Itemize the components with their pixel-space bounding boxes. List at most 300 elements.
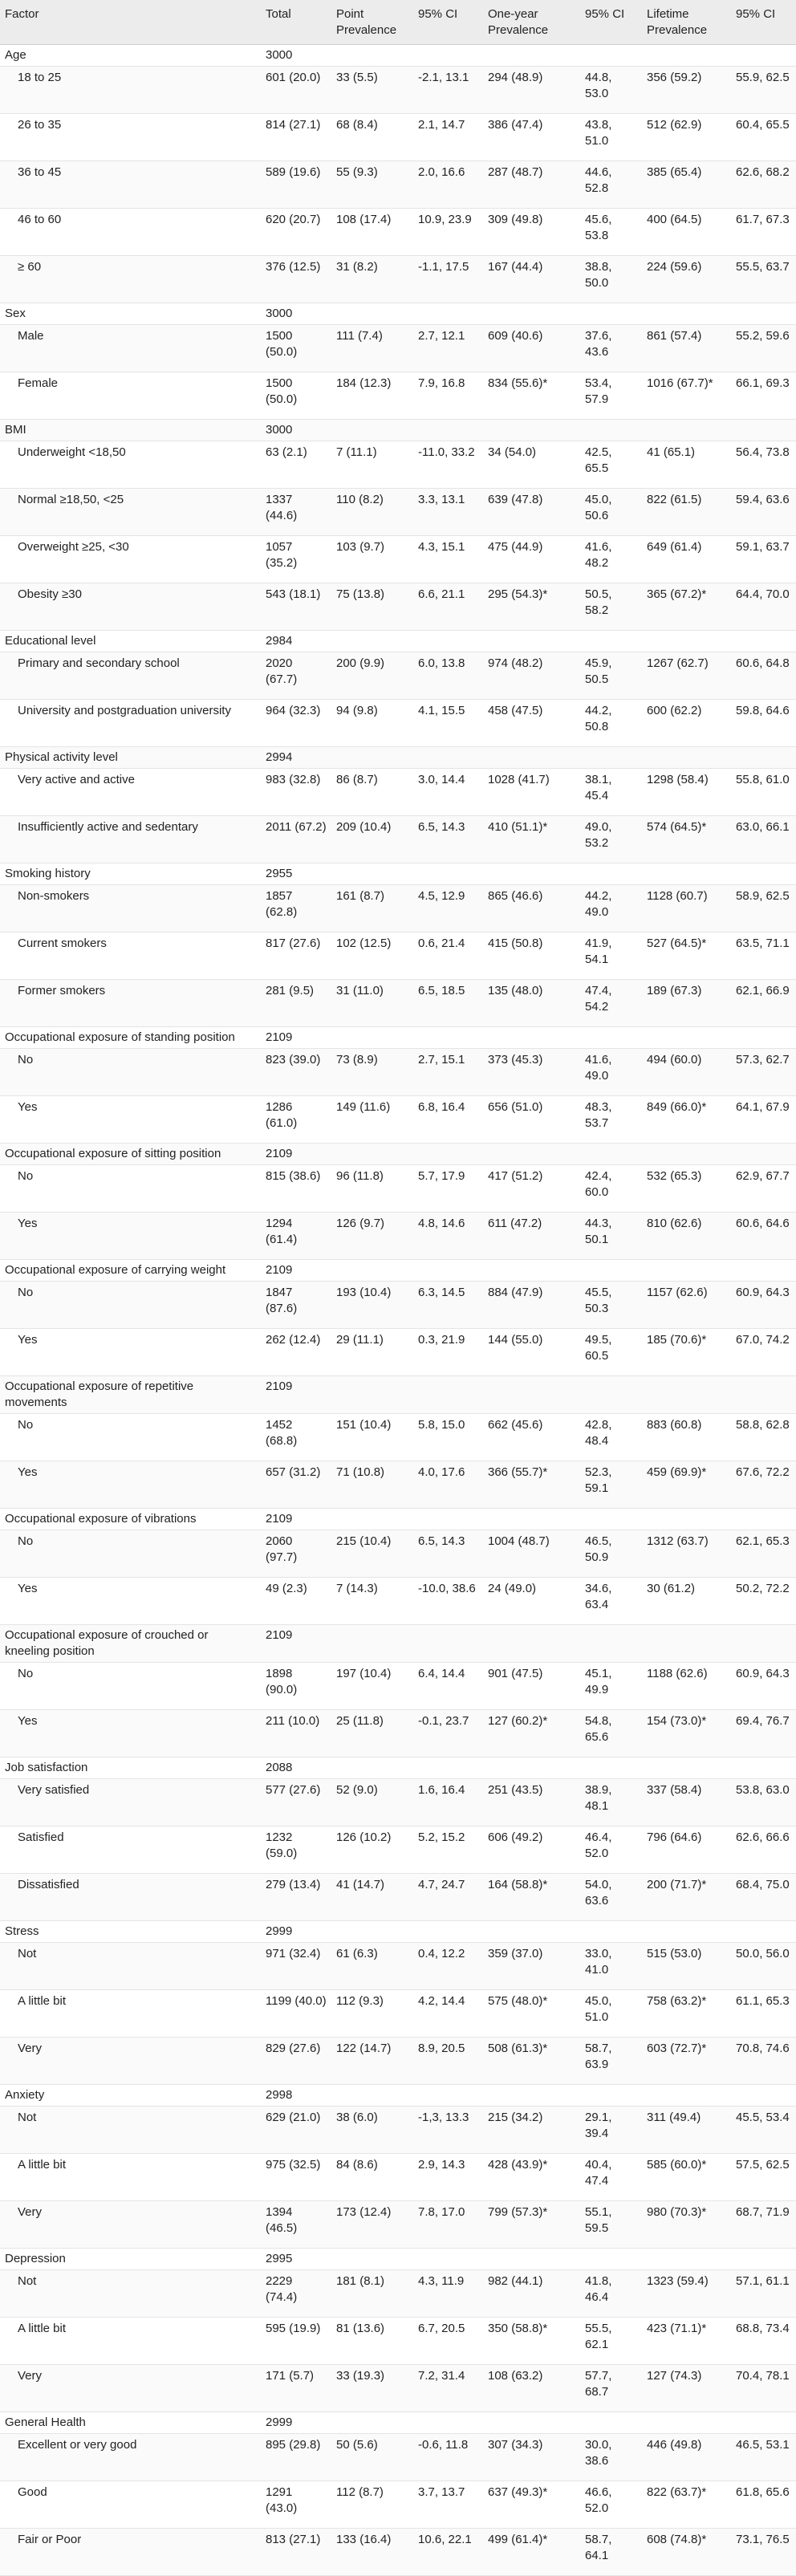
row-point-prevalence: 200 (9.9)	[331, 652, 413, 700]
table-row	[0, 67, 796, 114]
group-empty-cell	[642, 2249, 731, 2270]
row-lifetime-prevalence: 400 (64.5)	[642, 209, 731, 256]
row-ci-point: 5.2, 15.2	[413, 1826, 483, 1874]
row-ci-lifetime: 60.9, 64.3	[731, 1282, 796, 1329]
row-total: 1294 (61.4)	[261, 1213, 331, 1260]
header-point-prevalence: Point Prevalence	[331, 0, 413, 45]
table-row	[0, 1578, 796, 1625]
row-ci-point: -1.1, 17.5	[413, 256, 483, 303]
group-total: 2109	[261, 1260, 331, 1282]
table-row	[0, 1282, 796, 1329]
group-total: 2999	[261, 2412, 331, 2434]
row-ci-lifetime: 62.6, 68.2	[731, 161, 796, 209]
row-factor-label: Excellent or very good	[0, 2434, 261, 2481]
row-ci-lifetime: 55.8, 61.0	[731, 769, 796, 816]
row-factor-label: Good	[0, 2481, 261, 2529]
row-factor-label: Yes	[0, 1461, 261, 1509]
row-point-prevalence: 133 (16.4)	[331, 2529, 413, 2576]
row-one-year-prevalence: 350 (58.8)*	[483, 2318, 580, 2365]
group-header-row	[0, 1757, 796, 1779]
group-empty-cell	[580, 45, 642, 67]
row-ci-point: 2.7, 12.1	[413, 325, 483, 372]
table-row	[0, 209, 796, 256]
row-point-prevalence: 193 (10.4)	[331, 1282, 413, 1329]
row-factor-label: Obesity ≥30	[0, 583, 261, 631]
row-lifetime-prevalence: 224 (59.6)	[642, 256, 731, 303]
group-empty-cell	[413, 1260, 483, 1282]
row-one-year-prevalence: 24 (49.0)	[483, 1578, 580, 1625]
group-empty-cell	[731, 747, 796, 769]
group-empty-cell	[413, 747, 483, 769]
row-ci-lifetime: 55.2, 59.6	[731, 325, 796, 372]
group-empty-cell	[642, 1921, 731, 1943]
row-factor-label: Very	[0, 2365, 261, 2412]
row-ci-lifetime: 45.5, 53.4	[731, 2107, 796, 2154]
row-ci-one-year: 45.0, 51.0	[580, 1990, 642, 2038]
table-body	[0, 45, 796, 2576]
row-ci-point: 3.7, 13.7	[413, 2481, 483, 2529]
row-one-year-prevalence: 417 (51.2)	[483, 1165, 580, 1213]
row-one-year-prevalence: 901 (47.5)	[483, 1663, 580, 1710]
row-ci-one-year: 54.8, 65.6	[580, 1710, 642, 1757]
row-one-year-prevalence: 1004 (48.7)	[483, 1530, 580, 1578]
group-empty-cell	[580, 1376, 642, 1414]
group-empty-cell	[483, 303, 580, 325]
row-one-year-prevalence: 575 (48.0)*	[483, 1990, 580, 2038]
row-total: 543 (18.1)	[261, 583, 331, 631]
row-lifetime-prevalence: 1188 (62.6)	[642, 1663, 731, 1710]
row-ci-lifetime: 70.4, 78.1	[731, 2365, 796, 2412]
table-row	[0, 980, 796, 1027]
group-header-row	[0, 1625, 796, 1663]
table-row	[0, 1096, 796, 1144]
table-row	[0, 114, 796, 161]
table-row	[0, 1049, 796, 1096]
row-factor-label: A little bit	[0, 2154, 261, 2201]
row-factor-label: Very satisfied	[0, 1779, 261, 1826]
group-factor-label: Sex	[0, 303, 261, 325]
group-empty-cell	[483, 1376, 580, 1414]
group-header-row	[0, 1376, 796, 1414]
table-row	[0, 1414, 796, 1461]
row-one-year-prevalence: 834 (55.6)*	[483, 372, 580, 420]
group-empty-cell	[580, 1260, 642, 1282]
row-ci-one-year: 58.7, 64.1	[580, 2529, 642, 2576]
header-ci-lifetime: 95% CI	[731, 0, 796, 45]
row-factor-label: A little bit	[0, 1990, 261, 2038]
table-row	[0, 1874, 796, 1921]
row-factor-label: No	[0, 1530, 261, 1578]
row-ci-point: 6.6, 21.1	[413, 583, 483, 631]
row-lifetime-prevalence: 459 (69.9)*	[642, 1461, 731, 1509]
row-ci-point: -1,3, 13.3	[413, 2107, 483, 2154]
group-empty-cell	[580, 1757, 642, 1779]
row-factor-label: Yes	[0, 1213, 261, 1260]
row-total: 971 (32.4)	[261, 1943, 331, 1990]
table-row	[0, 1461, 796, 1509]
group-empty-cell	[413, 2412, 483, 2434]
row-ci-one-year: 49.0, 53.2	[580, 816, 642, 863]
row-one-year-prevalence: 637 (49.3)*	[483, 2481, 580, 2529]
row-point-prevalence: 126 (10.2)	[331, 1826, 413, 1874]
row-point-prevalence: 52 (9.0)	[331, 1779, 413, 1826]
row-point-prevalence: 161 (8.7)	[331, 885, 413, 932]
row-ci-lifetime: 73.1, 76.5	[731, 2529, 796, 2576]
table-row	[0, 932, 796, 980]
row-ci-point: 4.0, 17.6	[413, 1461, 483, 1509]
table-row	[0, 769, 796, 816]
row-one-year-prevalence: 366 (55.7)*	[483, 1461, 580, 1509]
row-lifetime-prevalence: 494 (60.0)	[642, 1049, 731, 1096]
row-factor-label: No	[0, 1282, 261, 1329]
table-row	[0, 2154, 796, 2201]
group-factor-label: Occupational exposure of repetitive movements	[0, 1376, 261, 1414]
row-ci-one-year: 54.0, 63.6	[580, 1874, 642, 1921]
row-lifetime-prevalence: 980 (70.3)*	[642, 2201, 731, 2249]
row-ci-one-year: 38.1, 45.4	[580, 769, 642, 816]
row-ci-one-year: 43.8, 51.0	[580, 114, 642, 161]
group-empty-cell	[331, 2085, 413, 2107]
row-ci-point: 6.5, 14.3	[413, 816, 483, 863]
row-ci-point: 5.8, 15.0	[413, 1414, 483, 1461]
group-empty-cell	[483, 45, 580, 67]
row-ci-point: 4.3, 11.9	[413, 2270, 483, 2318]
row-one-year-prevalence: 662 (45.6)	[483, 1414, 580, 1461]
row-total: 1452 (68.8)	[261, 1414, 331, 1461]
row-total: 1337 (44.6)	[261, 489, 331, 536]
group-empty-cell	[642, 420, 731, 441]
row-point-prevalence: 73 (8.9)	[331, 1049, 413, 1096]
row-total: 63 (2.1)	[261, 441, 331, 489]
row-ci-point: -0.6, 11.8	[413, 2434, 483, 2481]
row-one-year-prevalence: 508 (61.3)*	[483, 2038, 580, 2085]
row-ci-point: 0.4, 12.2	[413, 1943, 483, 1990]
table-row	[0, 161, 796, 209]
table-row	[0, 536, 796, 583]
table-row	[0, 583, 796, 631]
table-row	[0, 2481, 796, 2529]
row-ci-point: 5.7, 17.9	[413, 1165, 483, 1213]
row-ci-point: 6.4, 14.4	[413, 1663, 483, 1710]
row-ci-lifetime: 58.9, 62.5	[731, 885, 796, 932]
group-factor-label: General Health	[0, 2412, 261, 2434]
row-lifetime-prevalence: 1128 (60.7)	[642, 885, 731, 932]
row-ci-one-year: 45.9, 50.5	[580, 652, 642, 700]
row-point-prevalence: 84 (8.6)	[331, 2154, 413, 2201]
row-point-prevalence: 86 (8.7)	[331, 769, 413, 816]
row-ci-lifetime: 46.5, 53.1	[731, 2434, 796, 2481]
row-factor-label: No	[0, 1165, 261, 1213]
row-ci-point: 4.5, 12.9	[413, 885, 483, 932]
row-factor-label: Yes	[0, 1710, 261, 1757]
row-one-year-prevalence: 127 (60.2)*	[483, 1710, 580, 1757]
row-ci-point: 7.2, 31.4	[413, 2365, 483, 2412]
group-total: 2994	[261, 747, 331, 769]
table-row	[0, 1779, 796, 1826]
group-empty-cell	[413, 863, 483, 885]
row-total: 262 (12.4)	[261, 1329, 331, 1376]
row-total: 964 (32.3)	[261, 700, 331, 747]
row-one-year-prevalence: 799 (57.3)*	[483, 2201, 580, 2249]
row-factor-label: Yes	[0, 1096, 261, 1144]
header-one-year-prevalence: One-year Prevalence	[483, 0, 580, 45]
group-header-row	[0, 2412, 796, 2434]
group-header-row	[0, 303, 796, 325]
group-empty-cell	[413, 1509, 483, 1530]
row-total: 595 (19.9)	[261, 2318, 331, 2365]
group-empty-cell	[580, 420, 642, 441]
row-point-prevalence: 7 (11.1)	[331, 441, 413, 489]
group-empty-cell	[731, 1757, 796, 1779]
row-ci-point: 2.7, 15.1	[413, 1049, 483, 1096]
group-empty-cell	[731, 45, 796, 67]
row-one-year-prevalence: 386 (47.4)	[483, 114, 580, 161]
row-point-prevalence: 41 (14.7)	[331, 1874, 413, 1921]
row-point-prevalence: 94 (9.8)	[331, 700, 413, 747]
row-lifetime-prevalence: 532 (65.3)	[642, 1165, 731, 1213]
group-empty-cell	[731, 2412, 796, 2434]
row-total: 2011 (67.2)	[261, 816, 331, 863]
row-ci-point: -0.1, 23.7	[413, 1710, 483, 1757]
group-empty-cell	[580, 303, 642, 325]
row-lifetime-prevalence: 311 (49.4)	[642, 2107, 731, 2154]
group-empty-cell	[731, 2085, 796, 2107]
header-ci-one-year: 95% CI	[580, 0, 642, 45]
row-ci-one-year: 41.6, 48.2	[580, 536, 642, 583]
table-row	[0, 1165, 796, 1213]
row-factor-label: Not	[0, 1943, 261, 1990]
group-empty-cell	[331, 1027, 413, 1049]
group-empty-cell	[731, 1625, 796, 1663]
row-ci-lifetime: 62.6, 66.6	[731, 1826, 796, 1874]
group-header-row	[0, 863, 796, 885]
group-empty-cell	[483, 2249, 580, 2270]
group-empty-cell	[413, 45, 483, 67]
row-ci-point: 4.2, 14.4	[413, 1990, 483, 2038]
group-header-row	[0, 420, 796, 441]
group-empty-cell	[580, 1027, 642, 1049]
table-row	[0, 2038, 796, 2085]
row-lifetime-prevalence: 127 (74.3)	[642, 2365, 731, 2412]
row-lifetime-prevalence: 356 (59.2)	[642, 67, 731, 114]
row-ci-point: 4.7, 24.7	[413, 1874, 483, 1921]
row-factor-label: 36 to 45	[0, 161, 261, 209]
row-factor-label: Underweight <18,50	[0, 441, 261, 489]
row-point-prevalence: 81 (13.6)	[331, 2318, 413, 2365]
row-ci-point: 4.1, 15.5	[413, 700, 483, 747]
group-empty-cell	[642, 1625, 731, 1663]
group-empty-cell	[483, 2085, 580, 2107]
group-empty-cell	[331, 2249, 413, 2270]
row-one-year-prevalence: 475 (44.9)	[483, 536, 580, 583]
row-one-year-prevalence: 359 (37.0)	[483, 1943, 580, 1990]
row-point-prevalence: 112 (9.3)	[331, 1990, 413, 2038]
row-point-prevalence: 102 (12.5)	[331, 932, 413, 980]
group-total: 2109	[261, 1625, 331, 1663]
row-ci-point: 2.1, 14.7	[413, 114, 483, 161]
group-empty-cell	[413, 2085, 483, 2107]
row-lifetime-prevalence: 822 (63.7)*	[642, 2481, 731, 2529]
row-ci-one-year: 45.1, 49.9	[580, 1663, 642, 1710]
row-point-prevalence: 96 (11.8)	[331, 1165, 413, 1213]
row-lifetime-prevalence: 200 (71.7)*	[642, 1874, 731, 1921]
row-factor-label: Male	[0, 325, 261, 372]
group-empty-cell	[483, 2412, 580, 2434]
row-ci-point: -10.0, 38.6	[413, 1578, 483, 1625]
row-lifetime-prevalence: 1323 (59.4)	[642, 2270, 731, 2318]
row-ci-point: 6.0, 13.8	[413, 652, 483, 700]
group-factor-label: Physical activity level	[0, 747, 261, 769]
row-ci-one-year: 41.6, 49.0	[580, 1049, 642, 1096]
group-total: 3000	[261, 303, 331, 325]
row-total: 577 (27.6)	[261, 1779, 331, 1826]
table-row	[0, 2434, 796, 2481]
group-header-row	[0, 747, 796, 769]
row-factor-label: Not	[0, 2270, 261, 2318]
group-empty-cell	[731, 1921, 796, 1943]
row-ci-one-year: 46.5, 50.9	[580, 1530, 642, 1578]
group-empty-cell	[580, 2412, 642, 2434]
row-total: 49 (2.3)	[261, 1578, 331, 1625]
row-one-year-prevalence: 215 (34.2)	[483, 2107, 580, 2154]
row-ci-point: 2.9, 14.3	[413, 2154, 483, 2201]
group-empty-cell	[413, 1144, 483, 1165]
group-factor-label: Occupational exposure of carrying weight	[0, 1260, 261, 1282]
row-lifetime-prevalence: 446 (49.8)	[642, 2434, 731, 2481]
row-factor-label: 46 to 60	[0, 209, 261, 256]
row-one-year-prevalence: 167 (44.4)	[483, 256, 580, 303]
group-empty-cell	[580, 2085, 642, 2107]
group-empty-cell	[331, 1509, 413, 1530]
row-one-year-prevalence: 251 (43.5)	[483, 1779, 580, 1826]
group-empty-cell	[413, 1757, 483, 1779]
row-ci-one-year: 45.6, 53.8	[580, 209, 642, 256]
group-factor-label: Stress	[0, 1921, 261, 1943]
row-ci-one-year: 55.5, 62.1	[580, 2318, 642, 2365]
group-factor-label: Job satisfaction	[0, 1757, 261, 1779]
row-ci-one-year: 42.4, 60.0	[580, 1165, 642, 1213]
row-lifetime-prevalence: 883 (60.8)	[642, 1414, 731, 1461]
row-total: 823 (39.0)	[261, 1049, 331, 1096]
group-empty-cell	[331, 1921, 413, 1943]
row-lifetime-prevalence: 185 (70.6)*	[642, 1329, 731, 1376]
group-empty-cell	[580, 631, 642, 652]
row-ci-lifetime: 66.1, 69.3	[731, 372, 796, 420]
row-total: 817 (27.6)	[261, 932, 331, 980]
row-total: 1394 (46.5)	[261, 2201, 331, 2249]
row-ci-one-year: 44.6, 52.8	[580, 161, 642, 209]
row-ci-lifetime: 56.4, 73.8	[731, 441, 796, 489]
row-total: 1847 (87.6)	[261, 1282, 331, 1329]
row-point-prevalence: 111 (7.4)	[331, 325, 413, 372]
row-ci-lifetime: 57.1, 61.1	[731, 2270, 796, 2318]
row-one-year-prevalence: 415 (50.8)	[483, 932, 580, 980]
row-one-year-prevalence: 458 (47.5)	[483, 700, 580, 747]
row-ci-point: 7.9, 16.8	[413, 372, 483, 420]
row-factor-label: Yes	[0, 1578, 261, 1625]
row-factor-label: Overweight ≥25, <30	[0, 536, 261, 583]
row-point-prevalence: 181 (8.1)	[331, 2270, 413, 2318]
row-total: 1057 (35.2)	[261, 536, 331, 583]
row-point-prevalence: 151 (10.4)	[331, 1414, 413, 1461]
group-empty-cell	[642, 747, 731, 769]
row-one-year-prevalence: 309 (49.8)	[483, 209, 580, 256]
row-ci-one-year: 29.1, 39.4	[580, 2107, 642, 2154]
group-empty-cell	[483, 631, 580, 652]
row-lifetime-prevalence: 41 (65.1)	[642, 441, 731, 489]
table-row	[0, 489, 796, 536]
row-ci-one-year: 44.3, 50.1	[580, 1213, 642, 1260]
group-empty-cell	[331, 1625, 413, 1663]
row-ci-point: 3.0, 14.4	[413, 769, 483, 816]
group-empty-cell	[642, 1376, 731, 1414]
row-factor-label: No	[0, 1663, 261, 1710]
group-empty-cell	[331, 420, 413, 441]
row-ci-one-year: 55.1, 59.5	[580, 2201, 642, 2249]
group-factor-label: BMI	[0, 420, 261, 441]
row-point-prevalence: 25 (11.8)	[331, 1710, 413, 1757]
row-lifetime-prevalence: 527 (64.5)*	[642, 932, 731, 980]
row-point-prevalence: 112 (8.7)	[331, 2481, 413, 2529]
row-total: 279 (13.4)	[261, 1874, 331, 1921]
row-ci-lifetime: 68.7, 71.9	[731, 2201, 796, 2249]
row-point-prevalence: 71 (10.8)	[331, 1461, 413, 1509]
row-lifetime-prevalence: 515 (53.0)	[642, 1943, 731, 1990]
row-factor-label: Satisfied	[0, 1826, 261, 1874]
row-ci-one-year: 46.6, 52.0	[580, 2481, 642, 2529]
row-total: 171 (5.7)	[261, 2365, 331, 2412]
group-factor-label: Educational level	[0, 631, 261, 652]
row-point-prevalence: 7 (14.3)	[331, 1578, 413, 1625]
row-total: 1500 (50.0)	[261, 325, 331, 372]
row-point-prevalence: 50 (5.6)	[331, 2434, 413, 2481]
table-row	[0, 2201, 796, 2249]
row-one-year-prevalence: 499 (61.4)*	[483, 2529, 580, 2576]
row-one-year-prevalence: 865 (46.6)	[483, 885, 580, 932]
row-ci-one-year: 45.0, 50.6	[580, 489, 642, 536]
row-point-prevalence: 122 (14.7)	[331, 2038, 413, 2085]
row-ci-one-year: 38.9, 48.1	[580, 1779, 642, 1826]
group-empty-cell	[731, 863, 796, 885]
row-total: 1291 (43.0)	[261, 2481, 331, 2529]
row-total: 376 (12.5)	[261, 256, 331, 303]
row-ci-one-year: 44.8, 53.0	[580, 67, 642, 114]
row-ci-one-year: 57.7, 68.7	[580, 2365, 642, 2412]
header-total: Total	[261, 0, 331, 45]
row-factor-label: Female	[0, 372, 261, 420]
group-factor-label: Depression	[0, 2249, 261, 2270]
row-ci-point: 10.9, 23.9	[413, 209, 483, 256]
row-point-prevalence: 33 (5.5)	[331, 67, 413, 114]
row-one-year-prevalence: 428 (43.9)*	[483, 2154, 580, 2201]
row-ci-one-year: 38.8, 50.0	[580, 256, 642, 303]
group-empty-cell	[331, 1260, 413, 1282]
group-header-row	[0, 1509, 796, 1530]
row-factor-label: A little bit	[0, 2318, 261, 2365]
group-total: 2109	[261, 1376, 331, 1414]
group-empty-cell	[413, 1921, 483, 1943]
row-lifetime-prevalence: 1298 (58.4)	[642, 769, 731, 816]
row-factor-label: Dissatisfied	[0, 1874, 261, 1921]
row-ci-point: 4.3, 15.1	[413, 536, 483, 583]
row-total: 1500 (50.0)	[261, 372, 331, 420]
row-ci-point: 10.6, 22.1	[413, 2529, 483, 2576]
row-ci-one-year: 48.3, 53.7	[580, 1096, 642, 1144]
row-point-prevalence: 103 (9.7)	[331, 536, 413, 583]
row-ci-one-year: 40.4, 47.4	[580, 2154, 642, 2201]
group-empty-cell	[413, 1027, 483, 1049]
table-row	[0, 816, 796, 863]
